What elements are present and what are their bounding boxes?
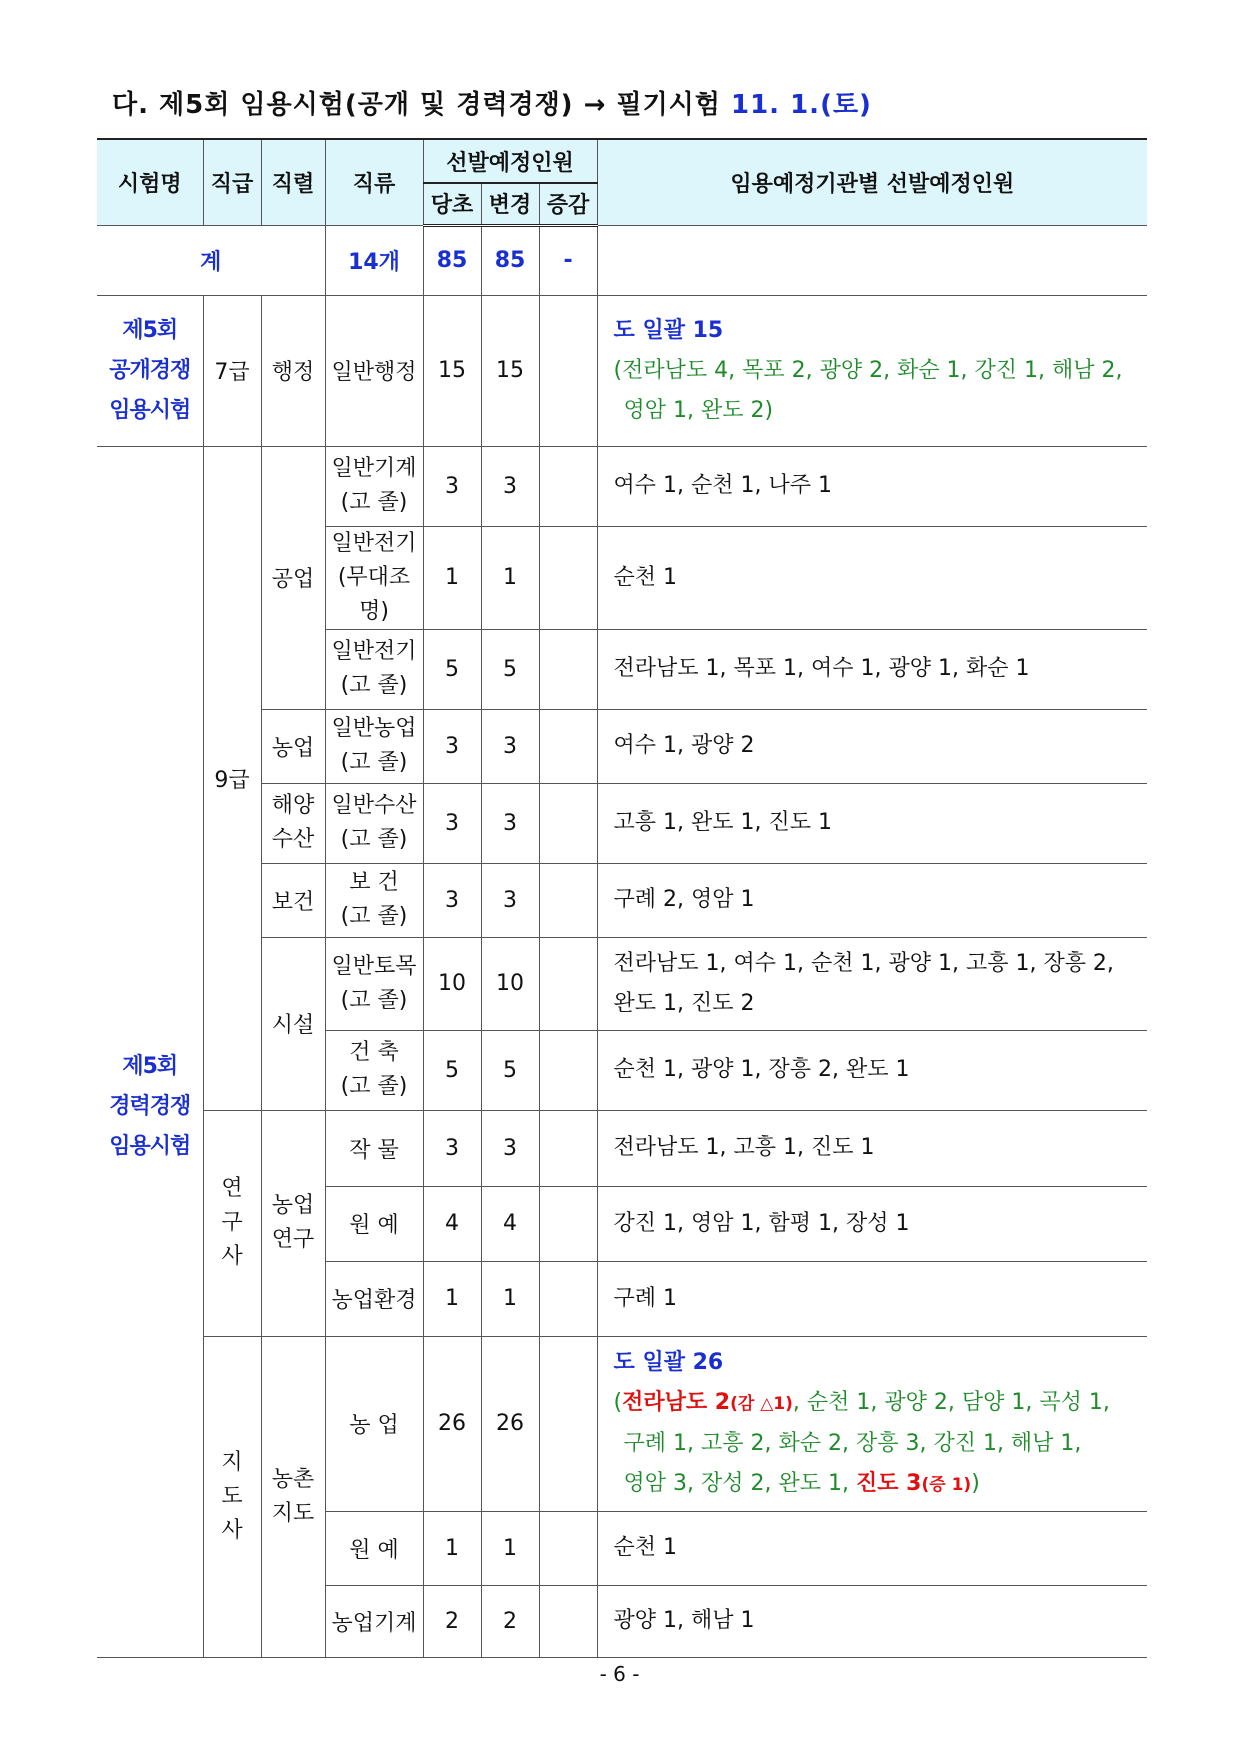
table-row: 연 구 사 농업 연구 작 물 3 3 전라남도 1, 고흥 1, 진도 1: [97, 1110, 1147, 1186]
table-row: 보건 보 건 (고 졸) 3 3 구례 2, 영암 1: [97, 863, 1147, 937]
open-exam-original: 15: [423, 295, 481, 446]
open-exam-org: 도 일괄 15 (전라남도 4, 목포 2, 광양 2, 화순 1, 강진 1, 해남 2, 영암 1, 완도 2): [597, 295, 1147, 446]
org-cell: 도 일괄 26 (전라남도 2(감 △1), 순천 1, 광양 2, 담양 1, 곡성 1, 구례 1, 고흥 2, 화순 2, 장흥 3, 강진 1, 해남 1, 영암 3, 장성 2, 완도 1, 진도 3(증 1)): [597, 1336, 1147, 1511]
header-series: 직렬: [261, 139, 325, 225]
table-row: 건 축 (고 졸) 5 5 순천 1, 광양 1, 장흥 2, 완도 1: [97, 1030, 1147, 1110]
open-exam-changed: 15: [481, 295, 539, 446]
table-row: 농업환경 1 1 구례 1: [97, 1261, 1147, 1336]
org-cell: 강진 1, 영암 1, 함평 1, 장성 1: [597, 1186, 1147, 1261]
open-exam-row: [97, 295, 1147, 446]
header-exam: 시험명: [97, 139, 203, 225]
total-changed: 85: [481, 225, 539, 295]
org-cell: 전라남도 1, 목포 1, 여수 1, 광양 1, 화순 1: [597, 629, 1147, 709]
org-cell: 여수 1, 순천 1, 나주 1: [597, 446, 1147, 526]
section-heading: [112, 84, 872, 121]
org-cell: 순천 1: [597, 1511, 1147, 1585]
open-exam-name: 제5회 공개경쟁 임용시험: [97, 295, 203, 446]
heading-prefix: 다. 제5회 임용시험(공개 및 경력경쟁) → 필기시험: [112, 90, 721, 120]
org-cell: 여수 1, 광양 2: [597, 709, 1147, 783]
class-cell: 일반토목 (고 졸): [325, 937, 423, 1030]
series-agri-research: 농업 연구: [261, 1110, 325, 1336]
total-diff: -: [539, 225, 597, 295]
table-row: 지 도 사 농촌 지도 농 업 26 26 도 일괄 26 (전라남도 2(감 △1), 순천 1, 광양 2, 담양 1, 곡성 1, 구례 1, 고흥 2, 화순 2, 장흥 3, 강진 1, 해남 1, 영암 3, 장성 2, 완도 1, 진도 3(증 1)): [97, 1336, 1147, 1511]
class-cell: 보 건 (고 졸): [325, 863, 423, 937]
class-cell: 일반수산 (고 졸): [325, 783, 423, 863]
total-row: [97, 225, 1147, 295]
header-changed: 변경: [481, 183, 539, 225]
grade-guidance: 지 도 사: [203, 1336, 261, 1657]
series-industry: 공업: [261, 446, 325, 709]
header-grade: 직급: [203, 139, 261, 225]
class-cell: 농 업: [325, 1336, 423, 1511]
page-number: - 6 -: [599, 1662, 640, 1686]
class-cell: 원 예: [325, 1511, 423, 1585]
table-row: 원 예 1 1 순천 1: [97, 1511, 1147, 1585]
class-cell: 일반전기 (고 졸): [325, 629, 423, 709]
heading-date: 11. 1.(토): [730, 90, 872, 120]
series-fisheries: 해양 수산: [261, 783, 325, 863]
class-cell: 농업환경: [325, 1261, 423, 1336]
series-rural-guidance: 농촌 지도: [261, 1336, 325, 1657]
open-exam-class: 일반행정: [325, 295, 423, 446]
org-cell: 순천 1: [597, 526, 1147, 629]
org-cell: 순천 1, 광양 1, 장흥 2, 완도 1: [597, 1030, 1147, 1110]
total-label: 계: [97, 225, 325, 295]
table-row: 원 예 4 4 강진 1, 영암 1, 함평 1, 장성 1: [97, 1186, 1147, 1261]
class-cell: 작 물: [325, 1110, 423, 1186]
table-row: 일반전기 (무대조명) 1 1 순천 1: [97, 526, 1147, 629]
header-by-agency: 임용예정기관별 선발예정인원: [597, 139, 1147, 225]
career-exam-name: 제5회 경력경쟁 임용시험: [97, 446, 203, 1657]
grade-9: 9급: [203, 446, 261, 1110]
org-cell: 광양 1, 해남 1: [597, 1585, 1147, 1657]
org-cell: 구례 2, 영암 1: [597, 863, 1147, 937]
table-row: 농업기계 2 2 광양 1, 해남 1: [97, 1585, 1147, 1657]
table-row: 제5회 경력경쟁 임용시험 9급 공업 일반기계 (고 졸) 3 3 여수 1, 순천 1, 나주 1: [97, 446, 1147, 526]
grade-researcher: 연 구 사: [203, 1110, 261, 1336]
org-cell: 전라남도 1, 여수 1, 순천 1, 광양 1, 고흥 1, 장흥 2, 완도 1, 진도 2: [597, 937, 1147, 1030]
table-row: 시설 일반토목 (고 졸) 10 10 전라남도 1, 여수 1, 순천 1, 광양 1, 고흥 1, 장흥 2, 완도 1, 진도 2: [97, 937, 1147, 1030]
header-original: 당초: [423, 183, 481, 225]
table-row: 농업 일반농업 (고 졸) 3 3 여수 1, 광양 2: [97, 709, 1147, 783]
org-cell: 전라남도 1, 고흥 1, 진도 1: [597, 1110, 1147, 1186]
class-cell: 일반전기 (무대조명): [325, 526, 423, 629]
series-health: 보건: [261, 863, 325, 937]
series-facilities: 시설: [261, 937, 325, 1110]
header-planned: 선발예정인원: [423, 139, 597, 183]
header-class: 직류: [325, 139, 423, 225]
class-cell: 일반농업 (고 졸): [325, 709, 423, 783]
table-row: 해양 수산 일반수산 (고 졸) 3 3 고흥 1, 완도 1, 진도 1: [97, 783, 1147, 863]
class-cell: 원 예: [325, 1186, 423, 1261]
open-exam-grade: 7급: [203, 295, 261, 446]
total-classes: 14개: [325, 225, 423, 295]
series-agriculture: 농업: [261, 709, 325, 783]
recruitment-table: [97, 138, 1147, 1658]
class-cell: 건 축 (고 졸): [325, 1030, 423, 1110]
org-cell: 고흥 1, 완도 1, 진도 1: [597, 783, 1147, 863]
header-diff: 증감: [539, 183, 597, 225]
open-exam-series: 행정: [261, 295, 325, 446]
table-row: 일반전기 (고 졸) 5 5 전라남도 1, 목포 1, 여수 1, 광양 1, 화순 1: [97, 629, 1147, 709]
total-original: 85: [423, 225, 481, 295]
class-cell: 농업기계: [325, 1585, 423, 1657]
class-cell: 일반기계 (고 졸): [325, 446, 423, 526]
org-cell: 구례 1: [597, 1261, 1147, 1336]
